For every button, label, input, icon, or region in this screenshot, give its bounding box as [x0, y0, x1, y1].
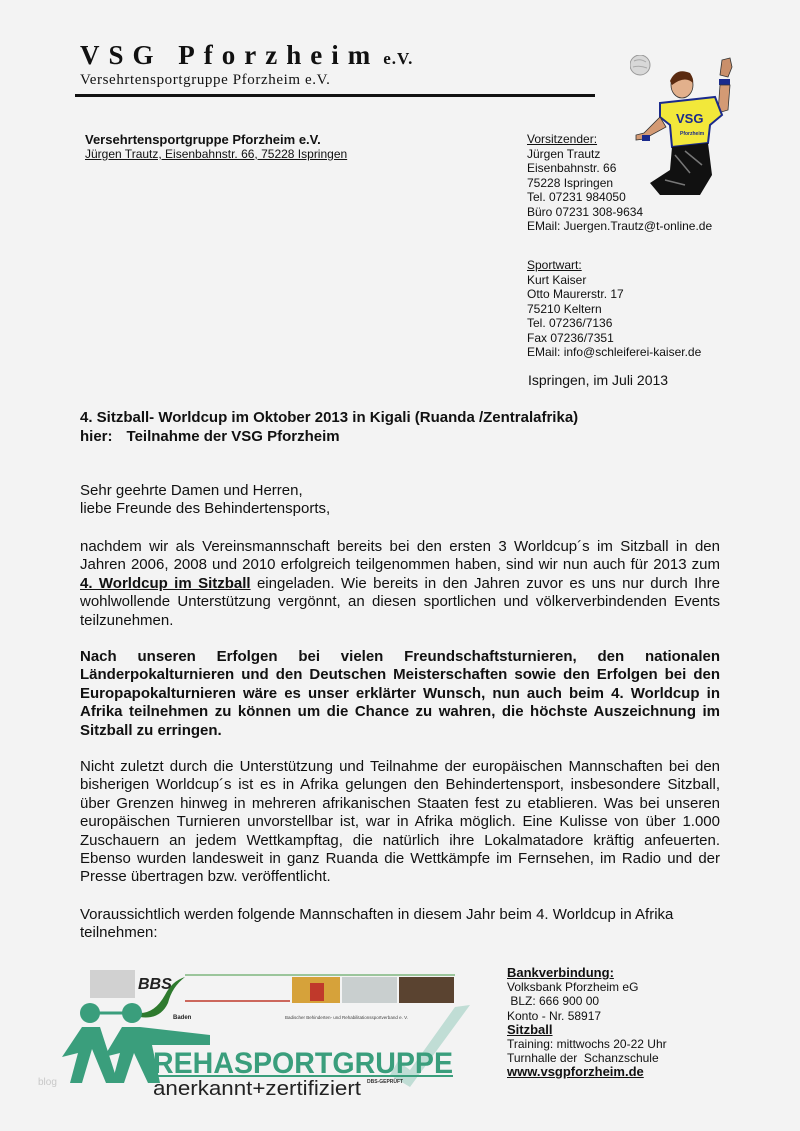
chairman-name: Jürgen Trautz — [527, 146, 601, 161]
place-date: Ispringen, im Juli 2013 — [528, 372, 669, 388]
letterhead-title: VSG Pforzheim e.V. — [80, 40, 414, 70]
svg-text:Pforzheim: Pforzheim — [680, 131, 705, 137]
website-link[interactable]: www.vsgpforzheim.de — [507, 1064, 644, 1080]
chairman-street: Eisenbahnstr. 66 — [527, 161, 617, 175]
email-label: EMail: — [527, 345, 564, 359]
subject-line-1: 4. Sitzball- Worldcup im Oktober 2013 in Kigali (Ruanda /Zentralafrika) — [80, 409, 579, 426]
subject-hier-label: hier: — [80, 428, 113, 445]
sender-name: Versehrtensportgruppe Pforzheim e.V. — [85, 132, 321, 147]
sports-warden-email-link[interactable]: info@schleiferei-kaiser.de — [563, 345, 702, 359]
chairman-phone: Tel. 07231 984050 — [527, 190, 626, 204]
sports-warden-fax: Fax 07236/7351 — [527, 330, 614, 345]
sender-block — [85, 133, 347, 161]
sports-warden-phone: Tel. 07236/7136 — [527, 316, 613, 330]
chairman-city: 75228 Ispringen — [527, 175, 614, 190]
training-venue: Turnhalle der Schanzschule — [507, 1051, 659, 1066]
sender-address: Jürgen Trautz, Eisenbahnstr. 66, 75228 Ispringen — [85, 147, 348, 161]
subject — [80, 408, 578, 446]
watermark: blog — [38, 1077, 57, 1088]
body-paragraph-4: Voraussichtlich werden folgende Mannschaften in diesem Jahr beim 4. Worldcup in Afrika teilnehmen: — [80, 906, 674, 942]
salutation — [80, 482, 330, 518]
training-time: Training: mittwochs 20-22 Uhr — [507, 1037, 667, 1052]
svg-text:VSG: VSG — [676, 111, 704, 126]
dbs-text: DBS-GEPRÜFT — [367, 1079, 404, 1085]
sports-warden-street: Otto Maurerstr. 17 — [527, 287, 624, 301]
letterhead-title-suffix: e.V. — [383, 49, 414, 68]
body-paragraph-2: Nach unseren Erfolgen bei vielen Freundschaftsturnieren, den nationalen Länderpokalturnieren und den Deutschen Meisterschaften sowie den Erfolgen bei den Europapokalturnieren wäre es unser erklärter Wunsch, nun auch beim 4. Worldcup in Afrika teilnehmen zu können um die Chance zu wahren, die höchste Auszeichnung im Sitzball zu erringen. — [80, 648, 720, 739]
rehasportgruppe-logo — [60, 965, 490, 1105]
sports-warden-name: Kurt Kaiser — [527, 272, 587, 287]
salutation-line-1: Sehr geehrte Damen und Herren, — [80, 482, 303, 499]
subject-line-2 — [80, 427, 578, 446]
rehasport-text: REHASPORTGRUPPE — [153, 1047, 453, 1080]
p1-text-a: nachdem wir als Vereinsmannschaft bereits bei den ersten 3 Worldcup´s im Sitzball in den Jahren 2006, 2008 und 2010 erfolgreich teilgenommen haben, sind wir nun auch für 2013 zum — [80, 538, 720, 574]
baden-text: Baden — [173, 1015, 192, 1021]
subject-topic: Teilnahme der VSG Pforzheim — [126, 428, 340, 445]
chairman-contact — [527, 132, 712, 234]
sitzball-heading: Sitzball — [507, 1021, 553, 1037]
letterhead-subtitle: Versehrtensportgruppe Pforzheim e.V. — [80, 72, 331, 88]
bank-heading: Bankverbindung: — [507, 965, 614, 980]
p1-text-b: eingeladen. Wie bereits in den Jahren zuvor es uns nur durch Ihre wohlwollende Unterstützung vergönnt, an diesen sportlichen und völkerverbindenden Events teilzunehmen. — [80, 574, 720, 629]
worldcup-highlight: 4. Worldcup im Sitzball — [80, 574, 251, 592]
sports-warden-contact — [527, 258, 701, 360]
bank-account: Konto - Nr. 58917 — [507, 1008, 602, 1023]
sports-warden-city: 75210 Keltern — [527, 301, 602, 316]
chairman-email: EMail: Juergen.Trautz@t-online.de — [527, 219, 713, 233]
bank-details — [507, 966, 667, 1080]
sports-warden-role: Sportwart: — [527, 258, 582, 272]
chairman-office-phone: Büro 07231 308-9634 — [527, 204, 644, 219]
association-text: Badischer Behinderten- und Rehabilitationssportverband e. V. — [285, 1015, 408, 1020]
chairman-role: Vorsitzender: — [527, 132, 598, 146]
certified-text: anerkannt+zertifiziert — [153, 1078, 362, 1100]
salutation-line-2: liebe Freunde des Behindertensports, — [80, 500, 331, 517]
body-paragraph-1 — [80, 538, 720, 630]
sports-warden-email-row — [527, 345, 701, 360]
letterhead-divider — [75, 94, 595, 97]
body-paragraph-3: Nicht zuletzt durch die Unterstützung und Teilnahme der europäischen Mannschaften bei den bisherigen Worldcup´s ist es in Afrika gelungen den Behindertensport, insbesondere Sitzball, über Grenzen hinweg in mehreren afrikanischen Staaten fest zu etablieren. Was bei unseren europäischen Turnieren unvorstellbar ist, war in Afrika möglich. Eine Kulisse von über 1.000 Zuschauern an jedem Wettkampftag, die natürlich ihre Lokalmatadore kräftig anfeuerten. Ebenso wurden landesweit in ganz Ruanda die Wettkämpfe im Fernsehen, im Radio und der Presse übertragen bzw. veröffentlicht. — [80, 758, 720, 886]
bank-blz: BLZ: 666 900 00 — [507, 994, 600, 1009]
bbs-text: BBS — [138, 976, 172, 993]
bank-name: Volksbank Pforzheim eG — [507, 980, 639, 995]
